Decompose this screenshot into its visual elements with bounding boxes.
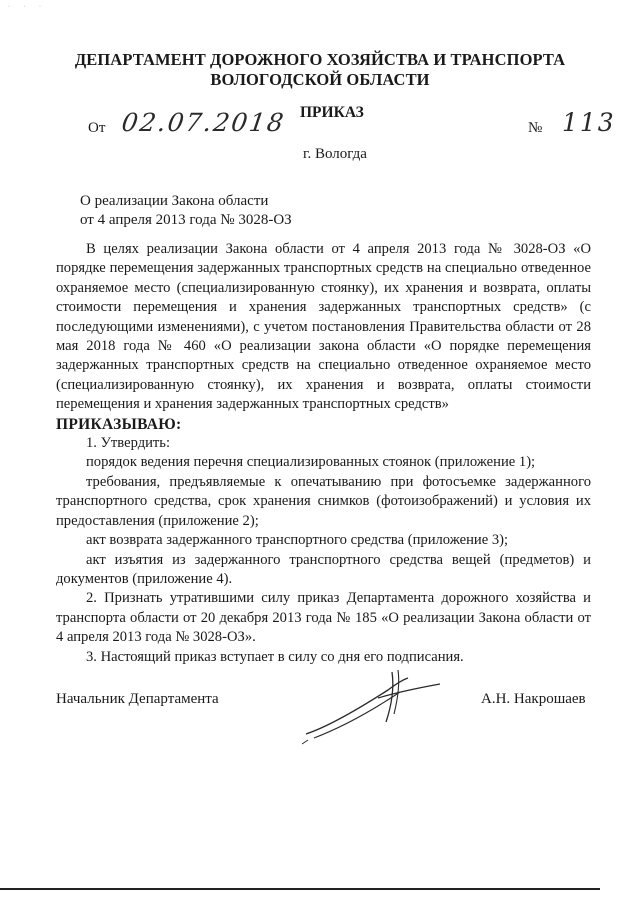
order-word: ПРИКАЗЫВАЮ: xyxy=(56,415,182,433)
item-1-a: порядок ведения перечня специализированных стоянок (приложение 1); xyxy=(86,454,536,471)
preamble-paragraph: В целях реализации Закона области от 4 апреля 2013 года № 3028-ОЗ «О порядке перемещения задержанных транспортных средств на специально отведенное охраняемое место (специализированную стоянку), их хранения и возврата, оплаты стоимости перемещения и хранения задержанных транспортных средств» (с последующими изменениями), с учетом постановления Правительства области от 28 мая 2018 года № 460 «О реализации закона области «О порядке перемещения задержанных транспортных средств на специально отведенное охраняемое место (специализированную стоянку), их хранения и возврата, оплаты стоимости перемещения и хранения задержанных транспортных средств» xyxy=(56,241,591,413)
item-1-b: требования, предъявляемые к опечатыванию при фотосъемке задержанного транспортного средства, срок хранения снимков (фотоизображений) и условия их предоставления (приложение 2); xyxy=(56,473,591,529)
signer-role: Начальник Департамента xyxy=(56,691,219,707)
document-body xyxy=(56,240,591,667)
subject-block xyxy=(80,192,292,230)
item-2: 2. Признать утратившими силу приказ Департамента дорожного хозяйства и транспорта области от 20 декабря 2013 года № 185 «О реализации Закона области от 4 апреля 2013 года № 3028-ОЗ». xyxy=(56,590,591,646)
number-handwritten: 113 xyxy=(562,108,616,137)
date-label: От xyxy=(88,120,106,136)
date-handwritten: 02.07.2018 xyxy=(119,108,288,137)
subject-line-2: от 4 апреля 2013 года № 3028-ОЗ xyxy=(80,212,292,228)
item-1-d: акт изъятия из задержанного транспортного средства вещей (предметов) и документов (приложение 4). xyxy=(56,551,591,587)
number-label: № xyxy=(528,120,543,136)
item-1-c: акт возврата задержанного транспортного средства (приложение 3); xyxy=(86,532,509,549)
department-line-2: ВОЛОГОДСКОЙ ОБЛАСТИ xyxy=(210,70,430,89)
footer-rule xyxy=(0,888,600,890)
scan-specks: · · · xyxy=(8,4,47,10)
subject-line-1: О реализации Закона области xyxy=(80,193,269,209)
department-header xyxy=(40,50,600,90)
handwritten-signature xyxy=(300,668,450,748)
signer-name: А.Н. Накрошаев xyxy=(481,691,586,707)
document-type: ПРИКАЗ xyxy=(300,104,364,121)
item-1-title: 1. Утвердить: xyxy=(86,435,171,452)
item-3: 3. Настоящий приказ вступает в силу со дня его подписания. xyxy=(86,648,464,665)
city: г. Вологда xyxy=(303,146,367,162)
department-line-1: ДЕПАРТАМЕНТ ДОРОЖНОГО ХОЗЯЙСТВА И ТРАНСПОРТА xyxy=(74,50,566,69)
